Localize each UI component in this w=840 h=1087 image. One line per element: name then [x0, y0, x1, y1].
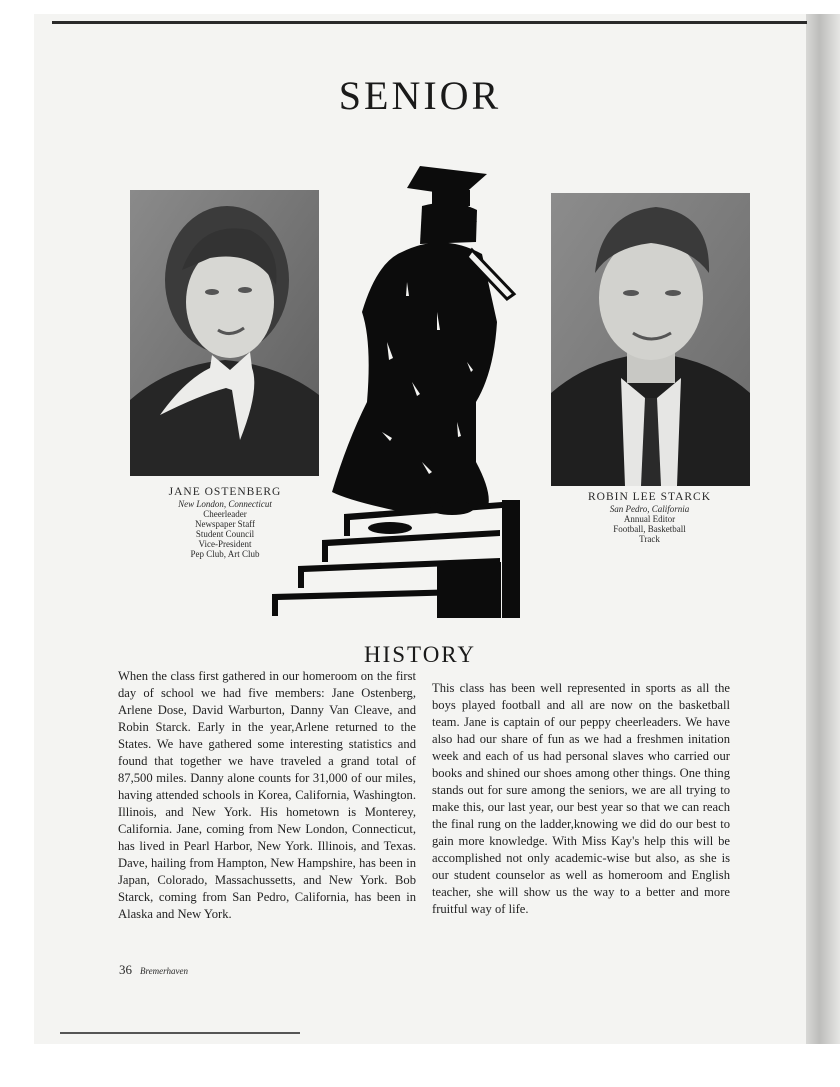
senior-photo-robin — [551, 193, 750, 486]
graduate-illustration — [262, 162, 527, 624]
senior-name: JANE OSTENBERG — [168, 486, 282, 498]
caption-robin — [572, 490, 727, 544]
history-column-left: When the class first gathered in our homeroom on the first day of school we had five members: Jane Ostenberg, Arlene Dose, David Warburton, Danny Van Cleave, and Robin Starck. Early in the year,Arlene returned to the States. We have gathered some interesting statistics and found that together we have traveled a grand total of 87,500 miles. Danny alone counts for 31,000 of our miles, having attended schools in Korea, California, Washington. Illinois, and New York. His hometown is Monterey, California. Jane, coming from New London, Connecticut, has lived in Pearl Harbor, New York. Illinois, and Texas. Dave, hailing from Hampton, New Hampshire, has been in Japan, Colorado, Massachussetts, and New York. Bob Starck, coming from San Pedro, California, has been in Alaska and New York. — [118, 669, 416, 921]
senior-hometown: New London, Connecticut — [178, 499, 272, 509]
activity: Newspaper Staff — [194, 519, 256, 529]
activity: Track — [639, 534, 660, 544]
activity: Pep Club, Art Club — [190, 549, 260, 559]
page-number: 36 — [119, 962, 132, 977]
bottom-rule — [60, 1032, 300, 1034]
activity: Cheerleader — [203, 509, 247, 519]
history-column-right: This class has been well represented in sports as all the boys played football and all are now on the basketball team. Jane is captain of our peppy cheerleaders. We have also had our share of fun as we had a freshmen initation week and each of us had personal slaves who carried our books and shined our shoes among other things. One thing stands out for sure among the seniors, we are all trying to make this, our last year, our best year so that we can reach the final rung on the ladder,knowing we did do our best to gain more knowledge. With Miss Kay's help this will be accomplished not only academic-wise but also, as she is our student counselor as well as homeroom and English teacher, she will show us the way to a better and more fruitful way of life. — [432, 681, 730, 916]
top-rule — [52, 21, 807, 24]
senior-name: ROBIN LEE STARCK — [587, 491, 712, 503]
senior-hometown: San Pedro, California — [609, 504, 690, 514]
binding-shadow — [806, 14, 840, 1044]
activity: Student Council — [195, 529, 255, 539]
page-folio — [119, 962, 188, 978]
page-title: SENIOR — [338, 73, 502, 118]
history-heading: HISTORY — [364, 642, 476, 667]
activity: Annual Editor — [623, 514, 676, 524]
activity: Vice-President — [198, 539, 252, 549]
activity: Football, Basketball — [613, 524, 686, 534]
publication-name: Bremerhaven — [140, 966, 188, 976]
